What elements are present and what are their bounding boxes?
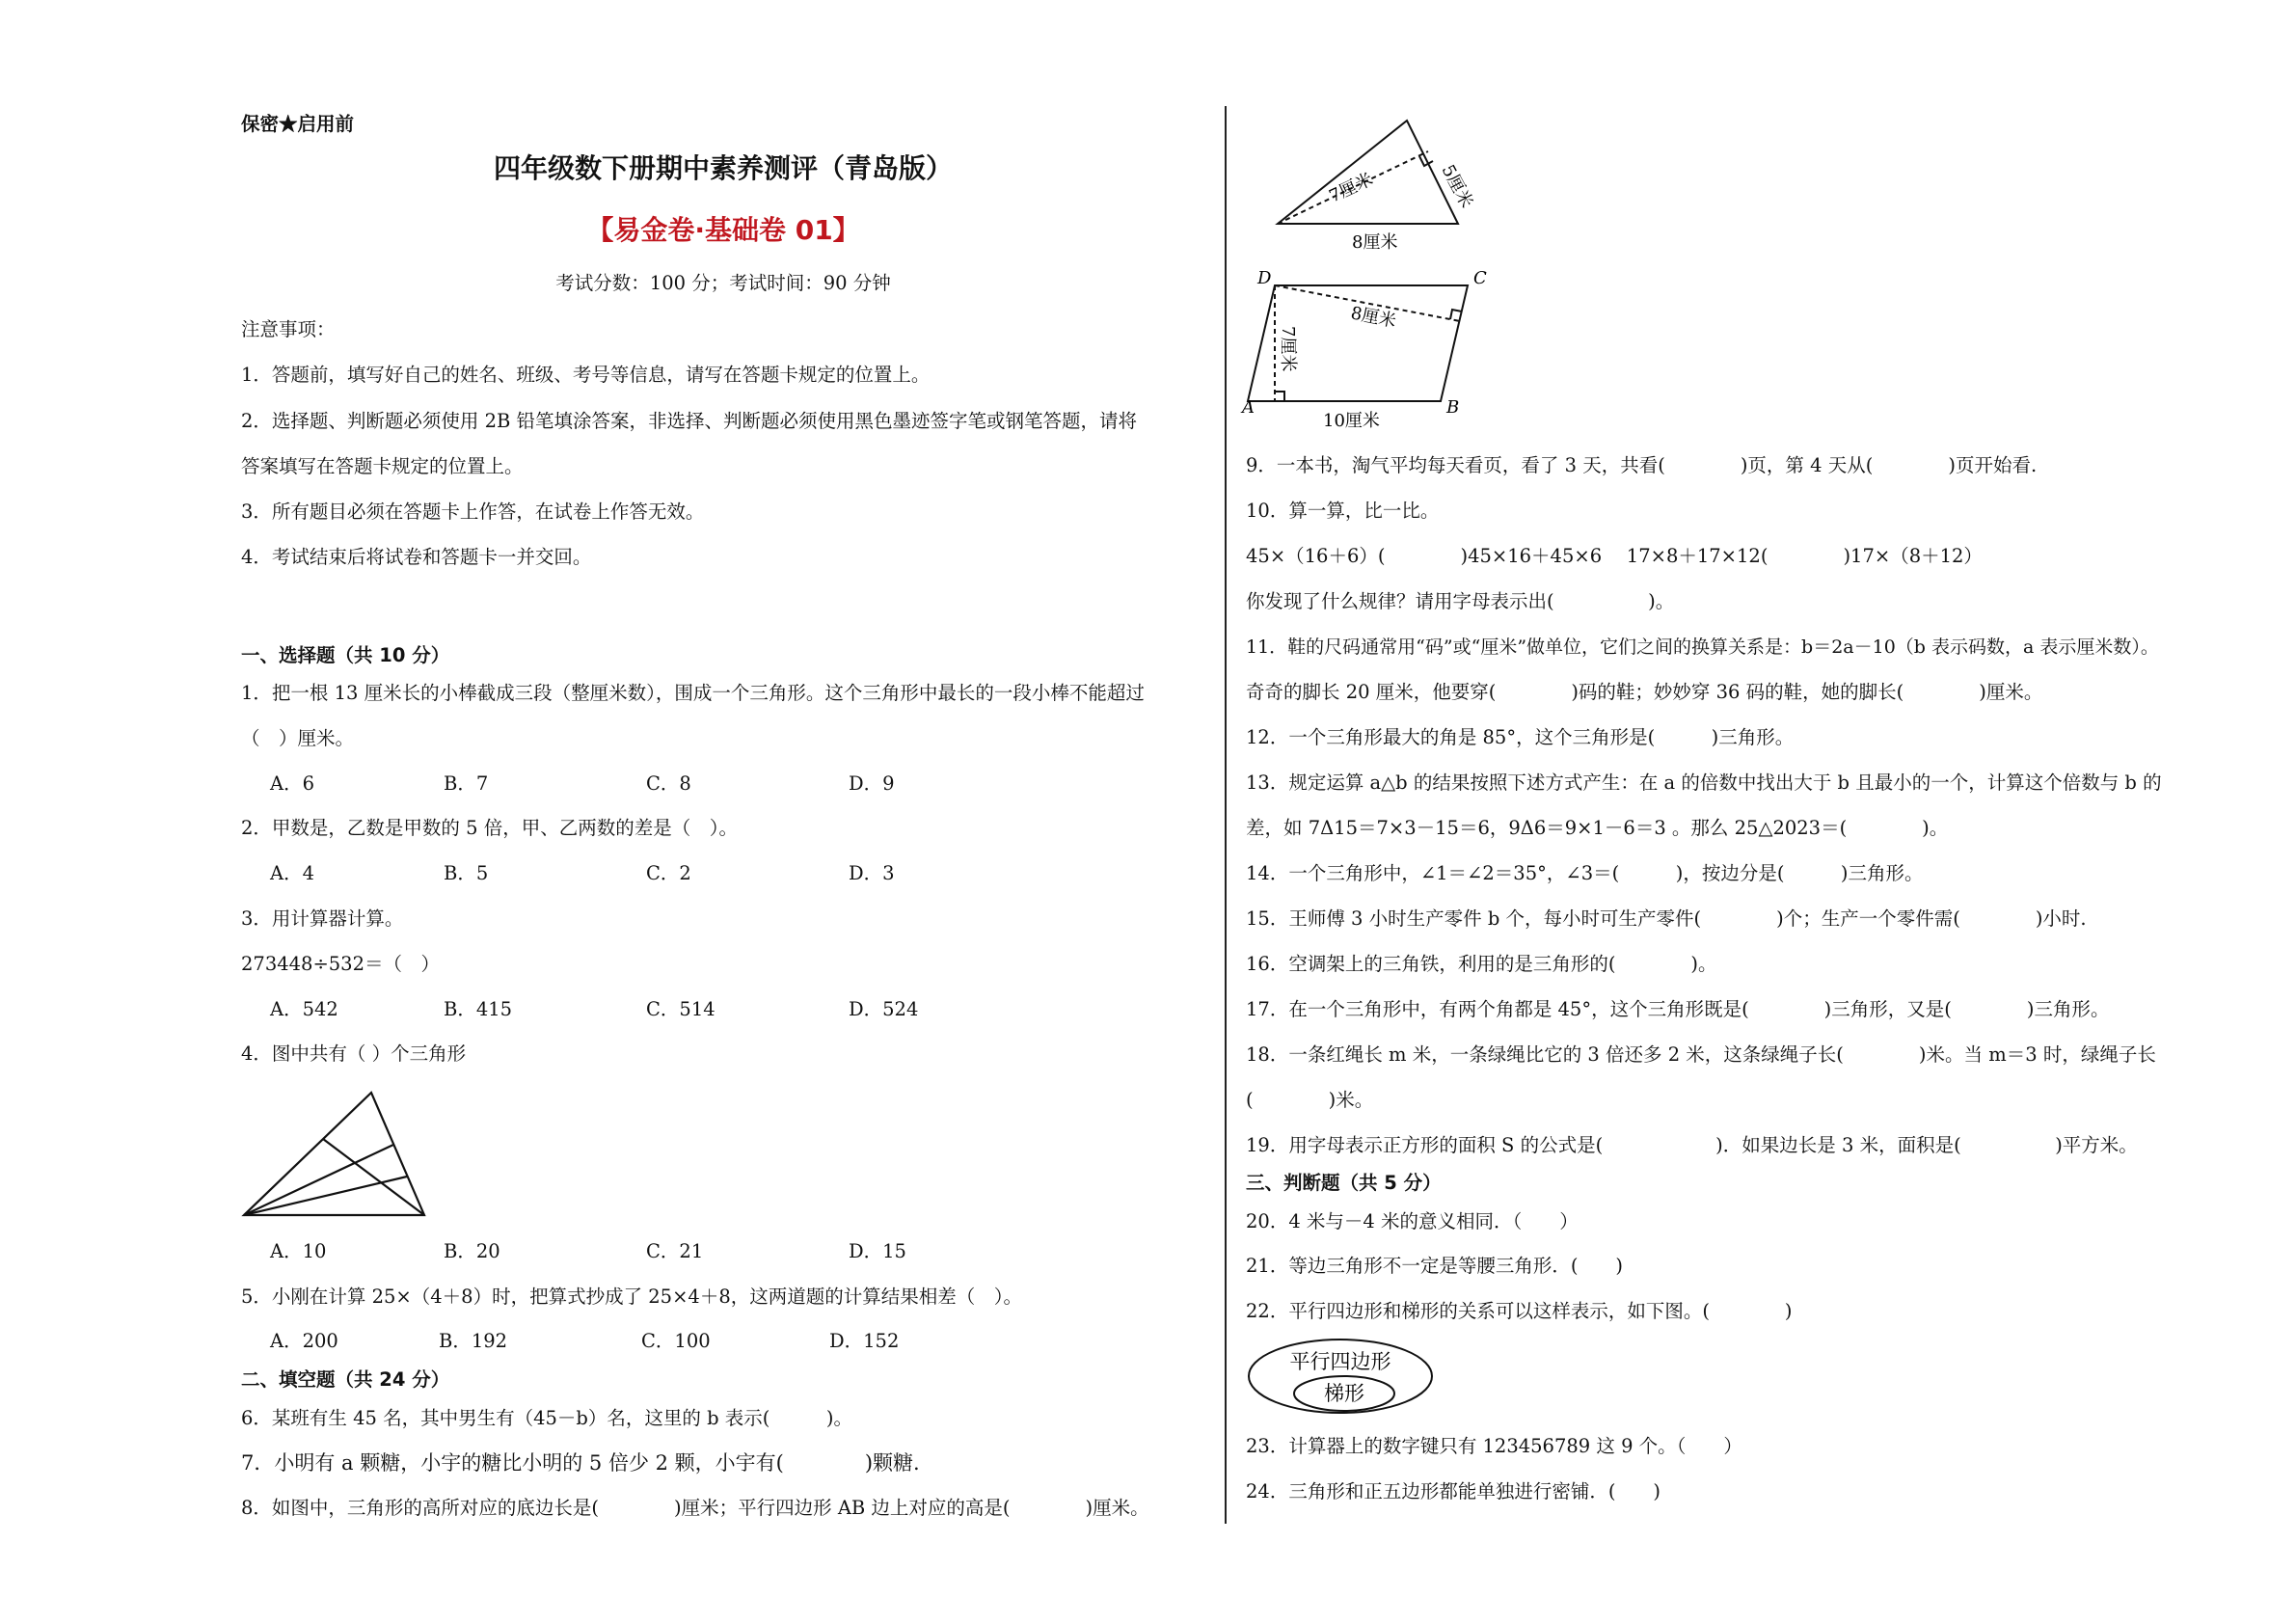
q2-option-a: A．4 (270, 862, 314, 884)
figure-line (244, 1177, 407, 1215)
question-19: 19．用字母表示正方形的面积 S 的公式是( )．如果边长是 3 米，面积是( )平方米。 (1246, 1134, 2138, 1156)
q3-option-a: A．542 (270, 998, 338, 1020)
venn-inner-label: 梯形 (1324, 1382, 1364, 1405)
q3-option-c: C．514 (646, 998, 716, 1020)
figure-line (323, 1139, 424, 1215)
page-title: 四年级数下册期中素养测评（青岛版） (493, 152, 954, 184)
question-22: 22．平行四边形和梯形的关系可以这样表示，如下图。( ) (1246, 1300, 1793, 1322)
question-15: 15．王师傅 3 小时生产零件 b 个，每小时可生产零件( )个；生产一个零件需( )小时. (1246, 907, 2087, 930)
figure-line (244, 1145, 393, 1215)
triangle-side-label: 5厘米 (1437, 161, 1477, 212)
question-21: 21．等边三角形不一定是等腰三角形．( ) (1246, 1255, 1624, 1277)
note-item: 3．所有题目必须在答题卡上作答，在试卷上作答无效。 (241, 501, 705, 523)
vertex-label-d: D (1257, 268, 1272, 288)
q2-option-c: C．2 (646, 862, 691, 884)
question-18-cont: ( )米。 (1246, 1089, 1374, 1111)
q2-option-b: B．5 (444, 862, 489, 884)
q8-parallelogram-figure (1242, 268, 1497, 437)
question-7: 7．小明有 a 颗糖，小宇的糖比小明的 5 倍少 2 颗，小宇有( )颗糖. (241, 1451, 920, 1475)
q5-option-b: B．192 (439, 1330, 508, 1352)
confidential-label: 保密★启用前 (241, 113, 355, 135)
q2-option-d: D．3 (849, 862, 895, 884)
column-divider (1225, 106, 1227, 1524)
question-11: 11．鞋的尺码通常用“码”或“厘米”做单位，它们之间的换算关系是：b＝2a－10（b 表示码数，a 表示厘米数）。 (1246, 636, 2159, 658)
question-14: 14．一个三角形中，∠1＝∠2＝35°，∠3＝( )，按边分是( )三角形。 (1246, 862, 1924, 884)
question-17: 17．在一个三角形中，有两个角都是 45°，这个三角形既是( )三角形，又是( )三角形。 (1246, 998, 2110, 1020)
question-10-rule: 你发现了什么规律？请用字母表示出( )。 (1246, 590, 1675, 612)
question-3-expr: 273448÷532＝（ ） (241, 953, 440, 975)
q4-option-b: B．20 (444, 1240, 500, 1262)
page-subtitle: 【易金卷·基础卷 01】 (586, 214, 860, 246)
question-23: 23．计算器上的数字键只有 123456789 这 9 个。（ ） (1246, 1435, 1742, 1457)
q4-option-d: D．15 (849, 1240, 906, 1262)
parallelogram-height-dc-label: 8厘米 (1349, 303, 1398, 332)
parallelogram-height-ab-label: 7厘米 (1278, 326, 1298, 372)
question-16: 16．空调架上的三角铁，利用的是三角形的( )。 (1246, 953, 1717, 975)
venn-diagram (1246, 1336, 1439, 1422)
question-10-expr: 45×（16＋6）( )45×16＋45×6 17×8＋17×12( )17×（8＋12） (1246, 545, 1983, 567)
outer-triangle (244, 1093, 424, 1215)
q3-option-d: D．524 (849, 998, 919, 1020)
question-6: 6．某班有生 45 名，其中男生有（45－b）名，这里的 b 表示( )。 (241, 1407, 853, 1429)
q4-option-c: C．21 (646, 1240, 704, 1262)
vertex-label-c: C (1473, 268, 1487, 288)
question-13: 13．规定运算 a△b 的结果按照下述方式产生：在 a 的倍数中找出大于 b 且最小的一个，计算这个倍数与 b 的 (1246, 771, 2162, 794)
question-4: 4．图中共有（ ）个三角形 (241, 1042, 467, 1065)
note-item: 4．考试结束后将试卷和答题卡一并交回。 (241, 546, 592, 568)
question-20: 20．4 米与－4 米的意义相同．（ ） (1246, 1210, 1579, 1232)
venn-outer-label: 平行四边形 (1289, 1350, 1391, 1373)
triangle-height-label: 7厘米 (1326, 169, 1377, 207)
question-8: 8．如图中，三角形的高所对应的底边长是( )厘米；平行四边形 AB 边上对应的高是( )厘米。 (241, 1497, 1149, 1519)
q1-option-b: B．7 (444, 772, 489, 795)
exam-info: 考试分数：100 分；考试时间：90 分钟 (555, 272, 891, 294)
question-3: 3．用计算器计算。 (241, 907, 404, 930)
question-1-cont: （ ）厘米。 (241, 727, 355, 749)
q5-option-d: D．152 (829, 1330, 900, 1352)
q1-option-c: C．8 (646, 772, 691, 795)
vertex-label-b: B (1446, 397, 1460, 418)
q3-option-b: B．415 (444, 998, 513, 1020)
question-9: 9．一本书，淘气平均每天看页，看了 3 天，共看( )页，第 4 天从( )页开始看. (1246, 454, 2038, 476)
triangle-base-label: 8厘米 (1352, 232, 1398, 253)
q1-option-d: D．9 (849, 772, 895, 795)
q4-triangle-figure (241, 1085, 434, 1225)
q4-option-a: A．10 (270, 1240, 327, 1262)
section-heading-fill: 二、填空题（共 24 分） (241, 1368, 450, 1391)
q5-option-a: A．200 (270, 1330, 338, 1352)
question-13-cont: 差，如 7Δ15＝7×3－15＝6，9Δ6＝9×1－6＝3 。那么 25△2023＝( )。 (1246, 817, 1949, 839)
q1-option-a: A．6 (270, 772, 314, 795)
notes-heading: 注意事项： (241, 318, 336, 340)
q8-triangle-figure (1275, 116, 1497, 256)
question-24: 24．三角形和正五边形都能单独进行密铺．( ) (1246, 1480, 1661, 1502)
section-heading-judge: 三、判断题（共 5 分） (1246, 1172, 1442, 1194)
note-item: 1．答题前，填写好自己的姓名、班级、考号等信息，请写在答题卡规定的位置上。 (241, 364, 931, 386)
q5-option-c: C．100 (641, 1330, 711, 1352)
question-5: 5．小刚在计算 25×（4＋8）时，把算式抄成了 25×4＋8，这两道题的计算结果相差（ ）。 (241, 1286, 1022, 1308)
question-18: 18．一条红绳长 m 米，一条绿绳比它的 3 倍还多 2 米，这条绿绳子长( )米。当 m＝3 时，绿绳子长 (1246, 1043, 2156, 1066)
note-item: 2．选择题、判断题必须使用 2B 铅笔填涂答案，非选择、判断题必须使用黑色墨迹签字笔或钢笔答题，请将 (241, 410, 1138, 432)
question-1: 1．把一根 13 厘米长的小棒截成三段（整厘米数），围成一个三角形。这个三角形中最长的一段小棒不能超过 (241, 682, 1145, 704)
parallelogram-base-label: 10厘米 (1323, 411, 1380, 431)
right-angle-mark (1275, 392, 1284, 401)
question-11-cont: 奇奇的脚长 20 厘米，他要穿( )码的鞋；妙妙穿 36 码的鞋，她的脚长( )厘米。 (1246, 681, 2043, 703)
vertex-label-a: A (1242, 397, 1255, 418)
question-10: 10．算一算，比一比。 (1246, 500, 1440, 522)
question-2: 2．甲数是，乙数是甲数的 5 倍，甲、乙两数的差是（ ）。 (241, 817, 738, 839)
note-item: 答案填写在答题卡规定的位置上。 (241, 455, 524, 477)
question-12: 12．一个三角形最大的角是 85°，这个三角形是( )三角形。 (1246, 726, 1795, 748)
section-heading-choice: 一、选择题（共 10 分） (241, 644, 450, 666)
